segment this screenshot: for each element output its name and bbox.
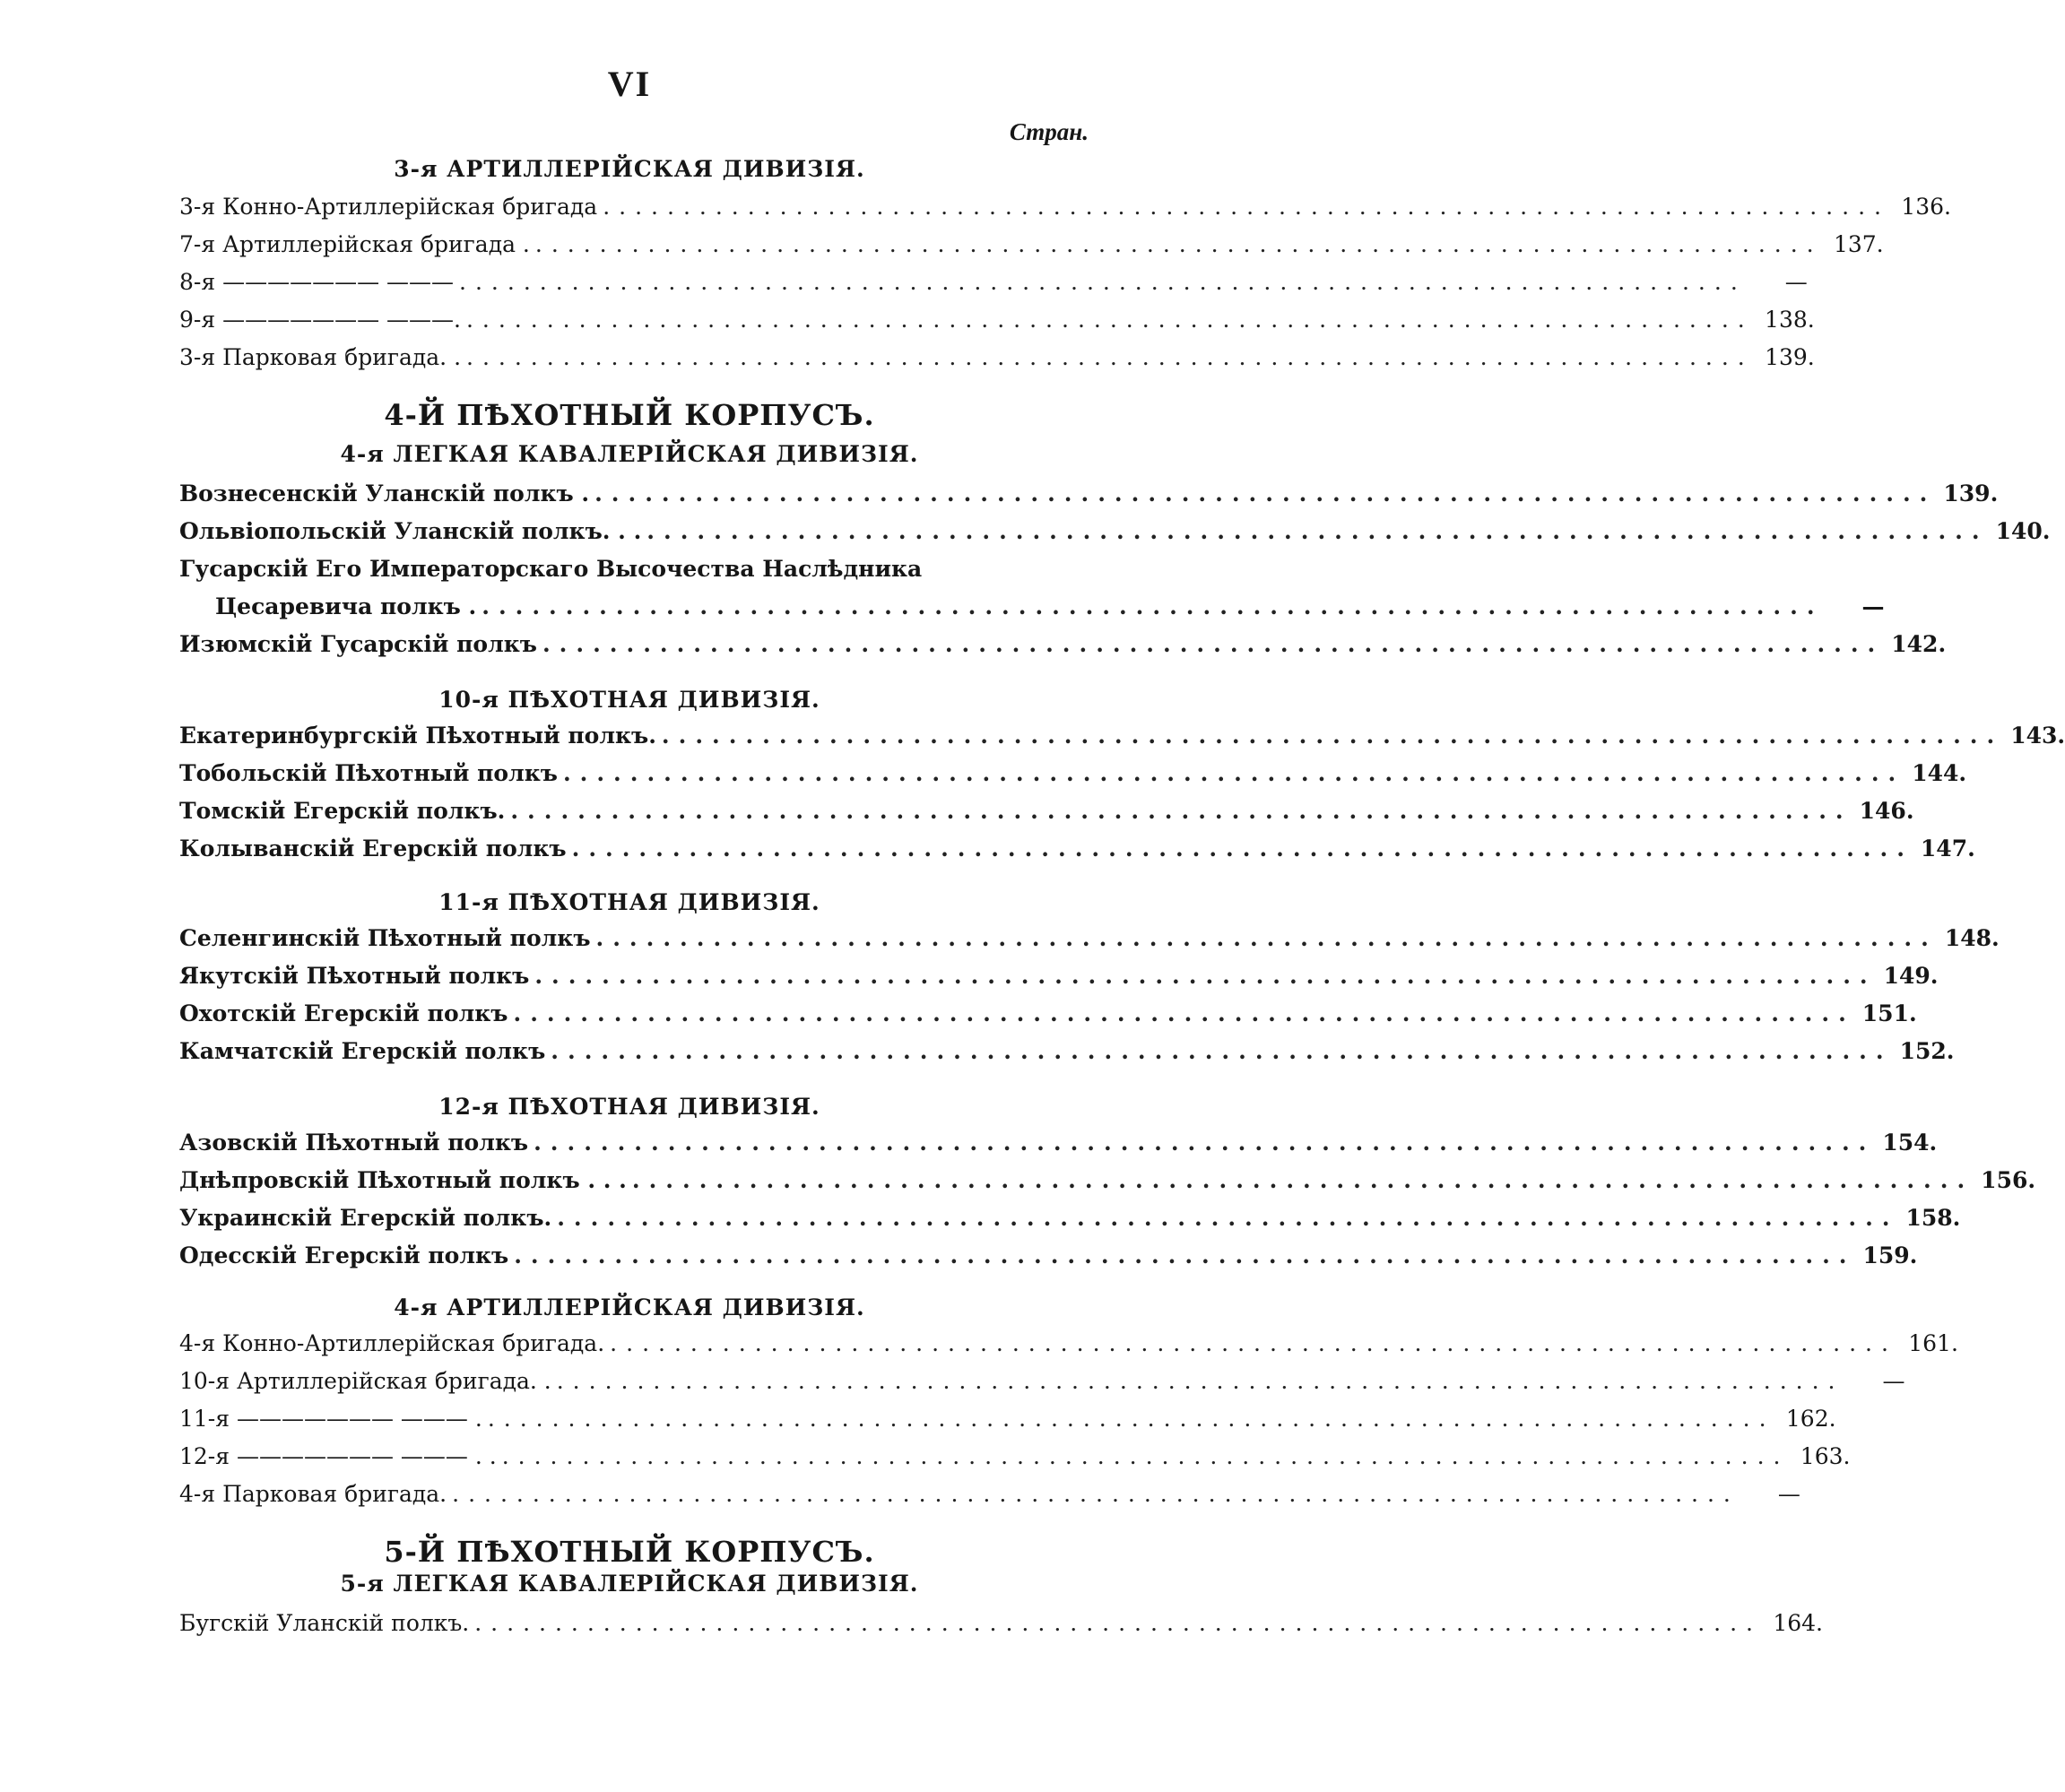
toc-entry-label: 12-я ——————— ——— . .	[179, 1442, 497, 1469]
toc-entry	[179, 550, 1062, 586]
dot-leader: ................................................................................	[474, 1609, 1762, 1636]
toc-entry	[179, 301, 1815, 337]
toc-entry-label: Селенгинскій Пѣхотный полкъ	[179, 924, 591, 951]
toc-entry-label: Вознесенскій Уланскій полкъ .	[179, 480, 590, 506]
toc-entry-page: 140.	[1995, 517, 2051, 544]
toc-entry-label: Колыванскій Егерскій полкъ	[179, 835, 567, 861]
dot-leader: ................................................................................	[466, 343, 1754, 370]
toc-entry	[179, 1476, 1800, 1511]
dot-leader: ................................................................................	[562, 759, 1905, 786]
dot-leader: ................................................................................	[465, 306, 1754, 333]
page-number: VI	[607, 64, 652, 104]
toc-entry-page: —	[1882, 1367, 1905, 1394]
toc-entry-label: Гусарскій Его Императорскаго Высочества Наслѣдника	[179, 555, 923, 582]
dot-leader: ................................................................................	[534, 1129, 1876, 1156]
dot-leader: ................................................................................	[459, 268, 1747, 295]
toc-entry-label: Изюмскій Гусарскій полкъ	[179, 630, 537, 657]
corps-heading: 4-Й ПѢХОТНЫЙ КОРПУСЪ.	[384, 398, 875, 432]
toc-entry	[179, 755, 1967, 791]
dot-leader: ................................................................................	[501, 1442, 1790, 1469]
toc-entry	[179, 995, 1917, 1031]
dot-leader: ................................................................................	[551, 1037, 1893, 1064]
toc-entry-label: Камчатскій Егерскій полкъ	[179, 1037, 546, 1064]
toc-entry	[179, 626, 1947, 662]
toc-entry	[215, 588, 1885, 624]
toc-entry-label: Ольвіопольскій Уланскій полкъ. . .	[179, 517, 642, 544]
toc-entry-page: —	[1861, 593, 1885, 619]
toc-entry	[179, 717, 2065, 753]
toc-entry-page: 147.	[1920, 835, 1975, 861]
toc-entry-page: 156.	[1981, 1166, 2036, 1193]
toc-entry-label: Якутскій Пѣхотный полкъ	[179, 962, 530, 989]
toc-entry-label: 8-я ——————— ———	[179, 268, 455, 295]
toc-entry-page: 158.	[1905, 1204, 1961, 1231]
toc-entry	[179, 1363, 1905, 1398]
division-heading: 11-я ПѢХОТНАЯ ДИВИЗІЯ.	[438, 889, 820, 915]
toc-entry-page: 161.	[1908, 1329, 1958, 1356]
division-heading: 4-я АРТИЛЛЕРІЙСКАЯ ДИВИЗІЯ.	[394, 1294, 865, 1320]
toc-entry	[179, 1438, 1851, 1474]
dot-leader: ................................................................................	[571, 835, 1913, 861]
dot-leader: ................................................................................	[610, 1329, 1897, 1356]
toc-entry-page: 162.	[1785, 1405, 1836, 1432]
toc-entry-page: 149.	[1883, 962, 1939, 989]
toc-entry	[179, 1400, 1836, 1436]
toc-entry	[179, 226, 1884, 262]
dot-leader: ................................................................................	[534, 230, 1823, 257]
toc-entry	[179, 1162, 2036, 1198]
toc-entry-label: Томскій Егерскій полкъ.	[179, 797, 506, 824]
toc-entry-label: 3-я Конно-Артиллерійская бригада	[179, 193, 598, 220]
toc-entry-label: Днѣпровскій Пѣхотный полкъ . . .	[179, 1166, 627, 1193]
toc-entry	[179, 1605, 1823, 1641]
toc-entry	[179, 1033, 1955, 1069]
toc-entry	[179, 188, 1951, 224]
toc-entry-label: Охотскій Егерскій полкъ	[179, 1000, 508, 1026]
toc-entry-page: 152.	[1899, 1037, 1955, 1064]
toc-entry	[179, 475, 1999, 511]
toc-entry-page: 148.	[1944, 924, 2000, 951]
toc-entry	[179, 830, 1975, 866]
toc-entry	[179, 1237, 1918, 1273]
dot-leader: ................................................................................	[513, 1000, 1855, 1026]
toc-entry-label: 3-я Парковая бригада. .	[179, 343, 462, 370]
dot-leader: ................................................................................	[646, 517, 1989, 544]
toc-entry-label: Цесаревича полкъ .	[215, 593, 477, 619]
toc-entry	[179, 1325, 1958, 1361]
toc-entry-page: 146.	[1859, 797, 1914, 824]
toc-entry-label: 4-я Конно-Артиллерійская бригада.	[179, 1329, 605, 1356]
toc-entry-page: 151.	[1861, 1000, 1917, 1026]
toc-entry-label: 10-я Артиллерійская бригада. .	[179, 1367, 551, 1394]
toc-entry	[179, 264, 1808, 299]
toc-entry-page: 136.	[1901, 193, 1951, 220]
toc-entry-label: Украинскій Егерскій полкъ.	[179, 1204, 552, 1231]
toc-entry	[179, 339, 1815, 375]
toc-entry-label: 11-я ——————— ——— .	[179, 1405, 482, 1432]
toc-entry	[179, 920, 2000, 956]
toc-entry	[179, 957, 1939, 993]
toc-entry-page: 163.	[1800, 1442, 1851, 1469]
toc-entry-page: 139.	[1765, 343, 1815, 370]
dot-leader: ................................................................................	[542, 630, 1885, 657]
division-heading: 10-я ПѢХОТНАЯ ДИВИЗІЯ.	[438, 687, 820, 713]
toc-entry-label: Екатеринбургскій Пѣхотный полкъ.	[179, 722, 656, 749]
toc-entry-page: 139.	[1943, 480, 1999, 506]
toc-entry	[179, 1199, 1961, 1235]
toc-entry-label: Бугскій Уланскій полкъ.	[179, 1609, 470, 1636]
dot-leader: ................................................................................	[487, 1405, 1775, 1432]
toc-entry-label: Тобольскій Пѣхотный полкъ	[179, 759, 558, 786]
toc-entry	[179, 792, 1914, 828]
division-heading: 12-я ПѢХОТНАЯ ДИВИЗІЯ.	[438, 1094, 820, 1120]
dot-leader: ................................................................................	[557, 1204, 1899, 1231]
division-heading: 3-я АРТИЛЛЕРІЙСКАЯ ДИВИЗІЯ.	[394, 156, 865, 182]
division-heading: 5-я ЛЕГКАЯ КАВАЛЕРІЙСКАЯ ДИВИЗІЯ.	[340, 1571, 919, 1597]
toc-entry-label: Азовскій Пѣхотный полкъ	[179, 1129, 529, 1156]
toc-entry-page: 159.	[1862, 1242, 1918, 1268]
toc-entry-page: 154.	[1882, 1129, 1938, 1156]
toc-entry-page: —	[1784, 268, 1808, 295]
toc-entry-page: 164.	[1773, 1609, 1823, 1636]
dot-leader: ................................................................................	[603, 193, 1890, 220]
dot-leader: ................................................................................	[594, 480, 1937, 506]
dot-leader: ................................................................................	[661, 722, 2004, 749]
toc-entry	[179, 513, 2051, 549]
dot-leader: ................................................................................	[510, 797, 1852, 824]
corps-heading: 5-Й ПѢХОТНЫЙ КОРПУСЪ.	[384, 1535, 875, 1569]
dot-leader: ................................................................................	[452, 1480, 1740, 1507]
toc-entry-page: 142.	[1891, 630, 1947, 657]
dot-leader: ................................................................................	[631, 1166, 1974, 1193]
toc-entry-page: 144.	[1912, 759, 1967, 786]
toc-entry-label: Одесскій Егерскій полкъ	[179, 1242, 509, 1268]
toc-entry-page: 137.	[1833, 230, 1884, 257]
dot-leader: ................................................................................	[556, 1367, 1844, 1394]
toc-entry-label: 7-я Артиллерійская бригада .	[179, 230, 530, 257]
column-header-page: Стран.	[1009, 118, 1089, 145]
dot-leader: ................................................................................	[514, 1242, 1856, 1268]
dot-leader: ................................................................................	[482, 593, 1824, 619]
dot-leader: ................................................................................	[534, 962, 1877, 989]
toc-entry-page: —	[1777, 1480, 1800, 1507]
toc-entry-label: 4-я Парковая бригада.	[179, 1480, 447, 1507]
toc-entry-page: 138.	[1765, 306, 1815, 333]
dot-leader: ................................................................................	[595, 924, 1938, 951]
toc-entry-page: 143.	[2010, 722, 2065, 749]
division-heading: 4-я ЛЕГКАЯ КАВАЛЕРІЙСКАЯ ДИВИЗІЯ.	[340, 441, 919, 467]
toc-entry	[179, 1124, 1938, 1160]
toc-entry-label: 9-я ——————— ———.	[179, 306, 461, 333]
